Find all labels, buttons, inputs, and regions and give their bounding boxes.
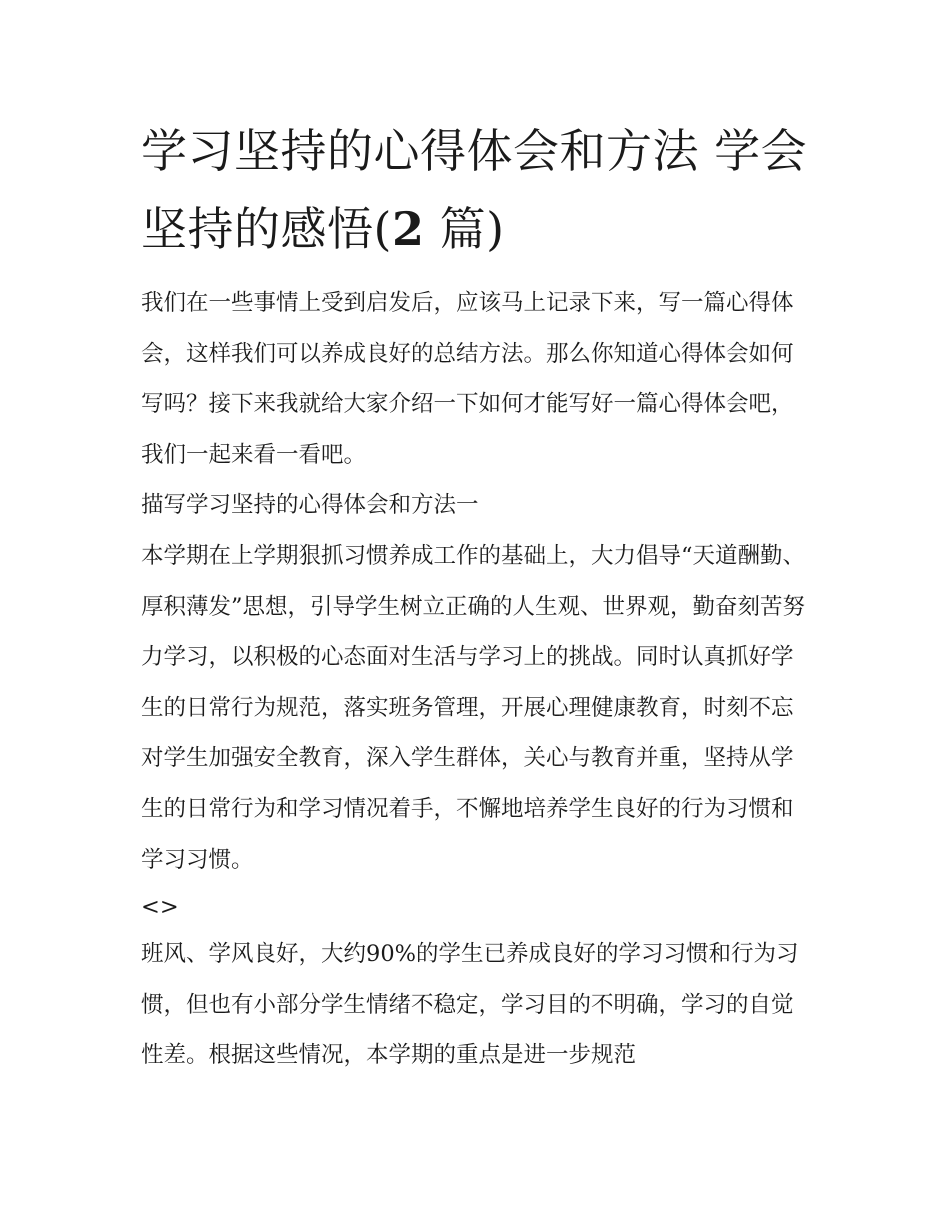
title-text-part2: 篇) xyxy=(424,202,505,256)
title-text-part1: 学习坚持的心得体会和方法 学会坚持的感悟( xyxy=(141,124,808,256)
body-paragraph-2: 班风、学风良好，大约90%的学生已养成良好的学习习惯和行为习惯，但也有小部分学生情绪不稳定，学习目的不明确，学习的自觉性差。根据这些情况，本学期的重点是进一步规范 xyxy=(141,941,799,1069)
body-paragraph-1: 本学期在上学期狠抓习惯养成工作的基础上，大力倡导“天道酬勤、厚积薄发”思想，引导学生树立正确的人生观、世界观，勤奋刻苦努力学习，以积极的心态面对生活与学习上的挑战。同时认真抓好学生的日常行为规范，落实班务管理，开展心理健康教育，时刻不忘对学生加强安全教育，深入学生群体，关心与教育并重，坚持从学生的日常行为和学习情况着手，不懈地培养学生良好的行为习惯和学习习惯。 xyxy=(141,542,806,873)
document-page xyxy=(141,112,813,1081)
intro-paragraph: 我们在一些事情上受到启发后，应该马上记录下来，写一篇心得体会，这样我们可以养成良好的总结方法。那么你知道心得体会如何写吗？接下来我就给大家介绍一下如何才能写好一篇心得体会吧，我们一起来看一看吧。 xyxy=(141,290,794,468)
marker-text: <> xyxy=(141,894,179,921)
document-title xyxy=(141,112,813,268)
title-number: 2 xyxy=(391,202,425,256)
section-heading: 描写学习坚持的心得体会和方法一 xyxy=(141,492,479,519)
